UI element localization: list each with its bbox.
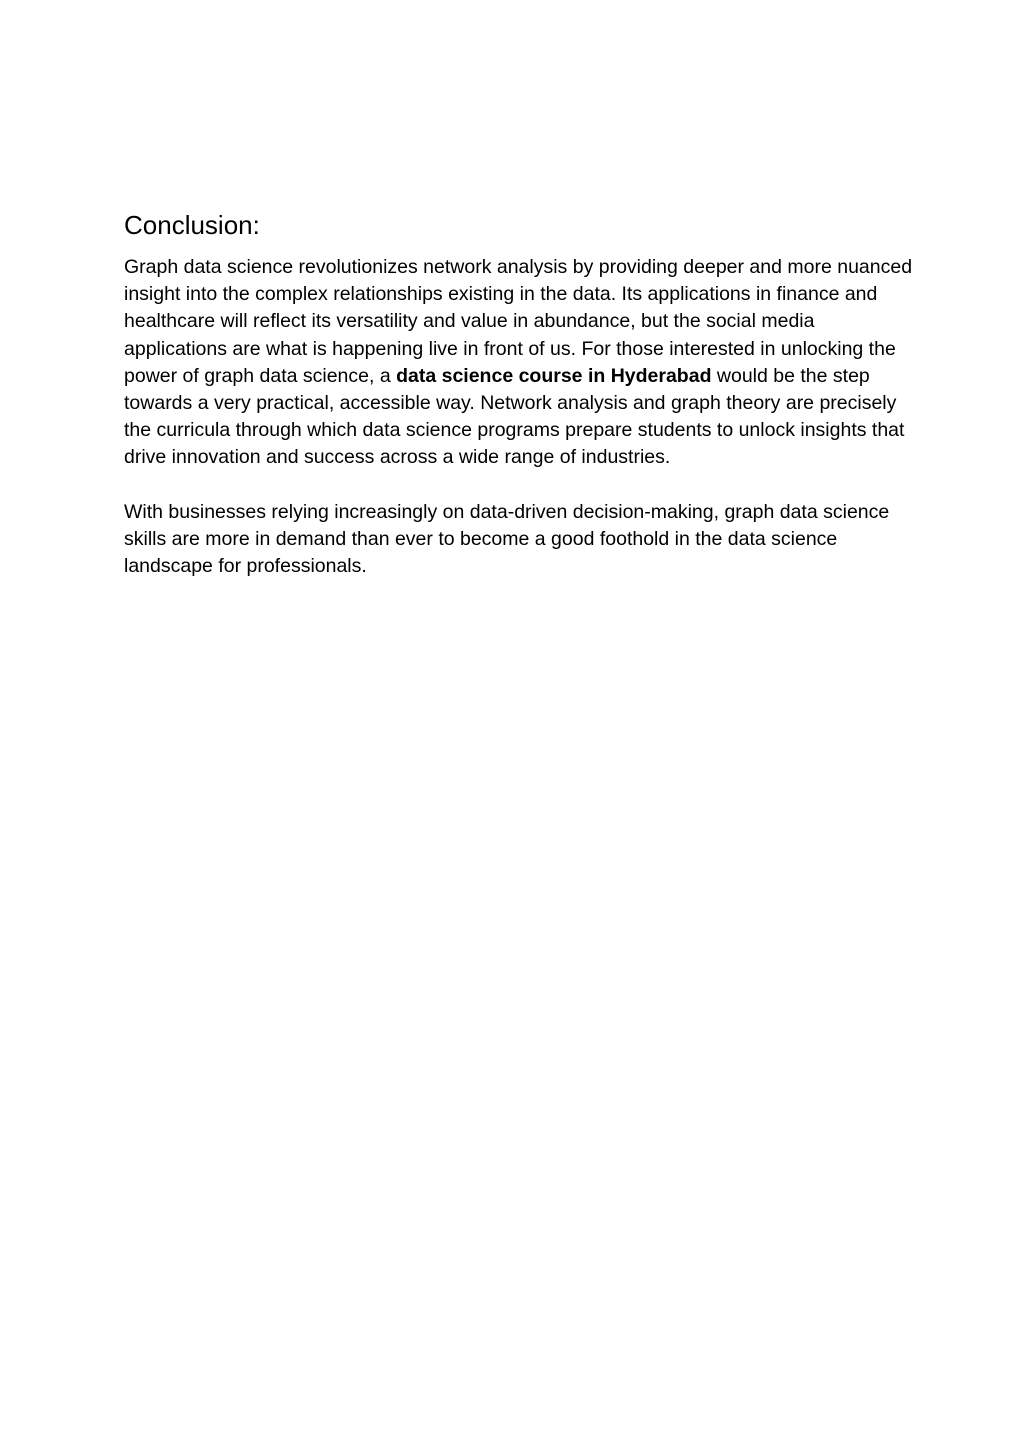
bold-keyword-phrase: data science course in Hyderabad [396,364,712,387]
section-heading: Conclusion: [124,210,260,240]
paragraph-text-after-bold: would be the step towards a very practical, accessible way. Network analysis and graph theory are precisely the curricula through which data science programs prepare students to unlock insights that drive innovation and success across a wide range of industries. [124,364,905,469]
conclusion-paragraph [124,254,914,472]
document-content [124,208,914,580]
closing-paragraph: With businesses relying increasingly on data-driven decision-making, graph data science skills are more in demand than ever to become a good foothold in the data science landscape for professionals. [124,500,890,578]
paragraph-text-before-bold: Graph data science revolutionizes network analysis by providing deeper and more nuanced insight into the complex relationships existing in the data. Its applications in finance and healthcare will reflect its versatility and value in abundance, but the social media applications are what is happening live in front of us. For those interested in unlocking the power of graph data science, a [124,256,913,387]
